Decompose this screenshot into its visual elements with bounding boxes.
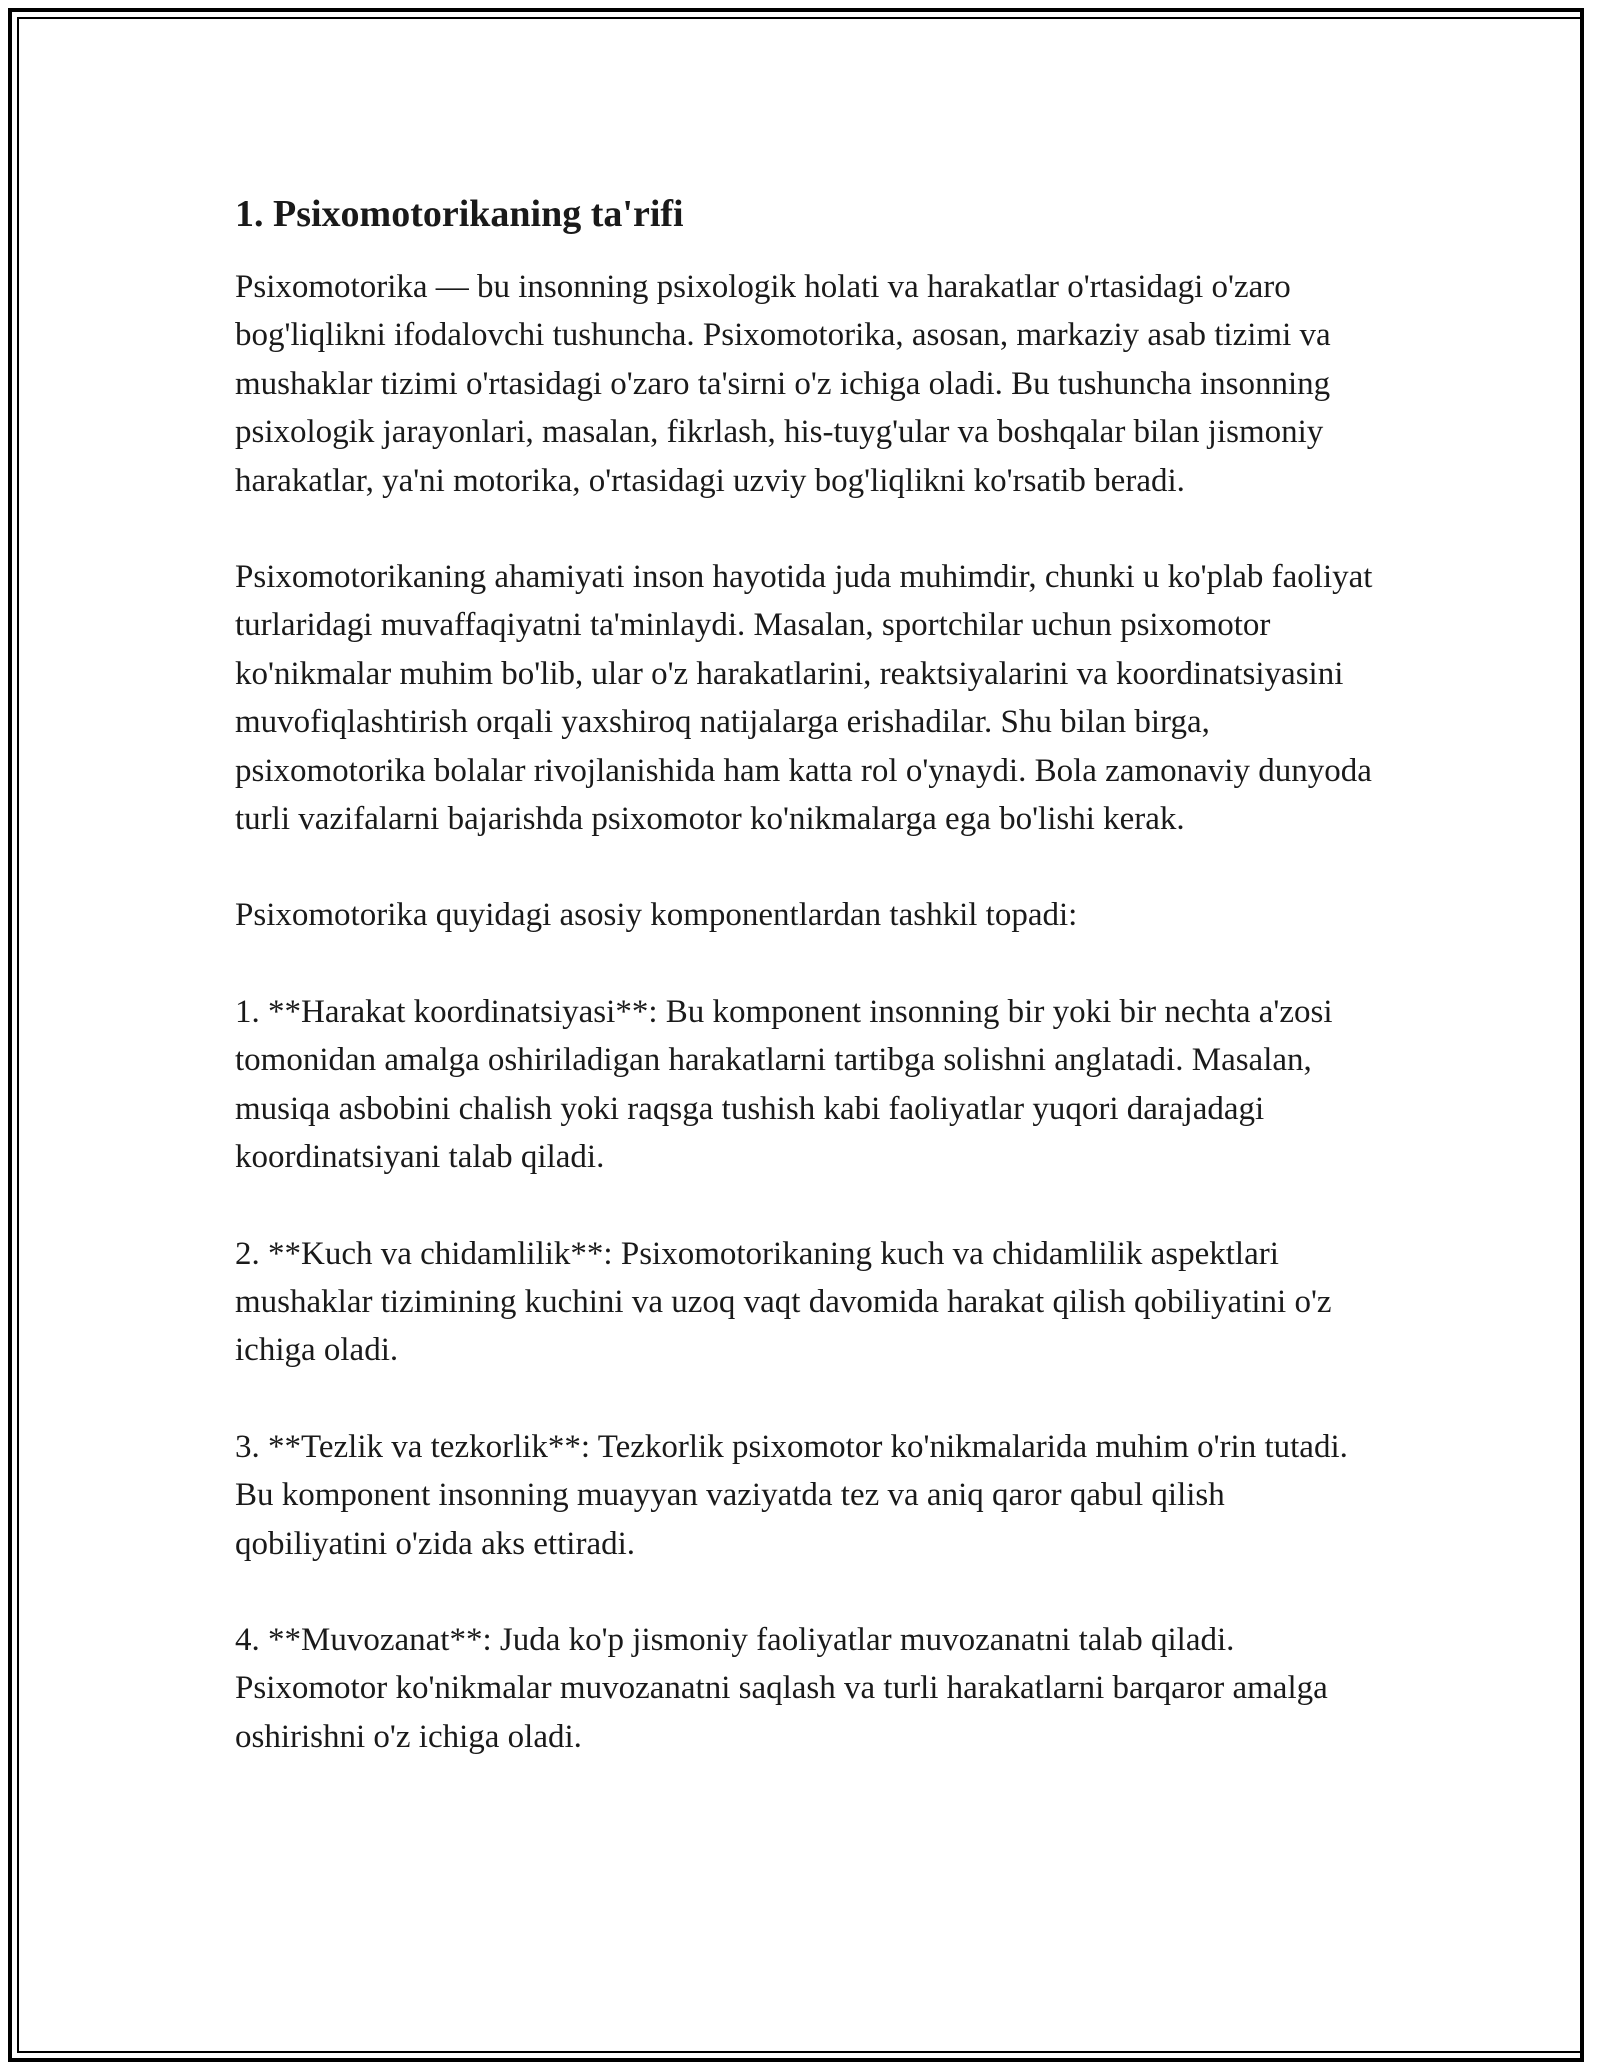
list-item-speed: 3. **Tezlik va tezkorlik**: Tezkorlik psixomotor ko'nikmalarida muhim o'rin tutadi. Bu komponent insonning muayyan vaziyatda tez va aniq qaror qabul qilish qobiliyatini o'zida aks ettiradi. (235, 1428, 1348, 1562)
list-item-balance: 4. **Muvozanat**: Juda ko'p jismoniy faoliyatlar muvozanatni talab qiladi. Psixomotor ko'nikmalar muvozanatni saqlash va turli harakatlarni barqaror amalga oshirishni o'z ichiga oladi. (235, 1621, 1328, 1755)
section-heading: 1. Psixomotorikaning ta'rifi (235, 193, 684, 235)
paragraph-definition: Psixomotorika — bu insonning psixologik holati va harakatlar o'rtasidagi o'zaro bog'liqlikni ifodalovchi tushuncha. Psixomotorika, asosan, markaziy asab tizimi va mushaklar tizimi o'rtasidagi o'zaro ta'sirni o'z ichiga oladi. Bu tushuncha insonning psixologik jarayonlari, masalan, fikrlash, his-tuyg'ular va boshqalar bilan jismoniy harakatlar, ya'ni motorika, o'rtasidagi uzviy bog'liqlikni ko'rsatib beradi. (235, 269, 1331, 499)
document-body (235, 185, 1385, 1761)
list-item-coordination: 1. **Harakat koordinatsiyasi**: Bu komponent insonning bir yoki bir nechta a'zosi tomonidan amalga oshiriladigan harakatlarni tartibga solishni anglatadi. Masalan, musiqa asbobini chalish yoki raqsga tushish kabi faoliyatlar yuqori darajadagi koordinatsiyani talab qiladi. (235, 993, 1333, 1176)
paragraph-components-intro: Psixomotorika quyidagi asosiy komponentlardan tashkil topadi: (235, 897, 1078, 934)
paragraph-importance: Psixomotorikaning ahamiyati inson hayotida juda muhimdir, chunki u ko'plab faoliyat turlaridagi muvaffaqiyatni ta'minlaydi. Masalan, sportchilar uchun psixomotor ko'nikmalar muhim bo'lib, ular o'z harakatlarini, reaktsiyalarini va koordinatsiyasini muvofiqlashtirish orqali yaxshiroq natijalarga erishadilar. Shu bilan birga, psixomotorika bolalar rivojlanishida ham katta rol o'ynaydi. Bola zamonaviy dunyoda turli vazifalarni bajarishda psixomotor ko'nikmalarga ega bo'lishi kerak. (235, 559, 1373, 838)
list-item-strength: 2. **Kuch va chidamlilik**: Psixomotorikaning kuch va chidamlilik aspektlari mushaklar tizimining kuchini va uzoq vaqt davomida harakat qilish qobiliyatini o'z ichiga oladi. (235, 1235, 1332, 1369)
